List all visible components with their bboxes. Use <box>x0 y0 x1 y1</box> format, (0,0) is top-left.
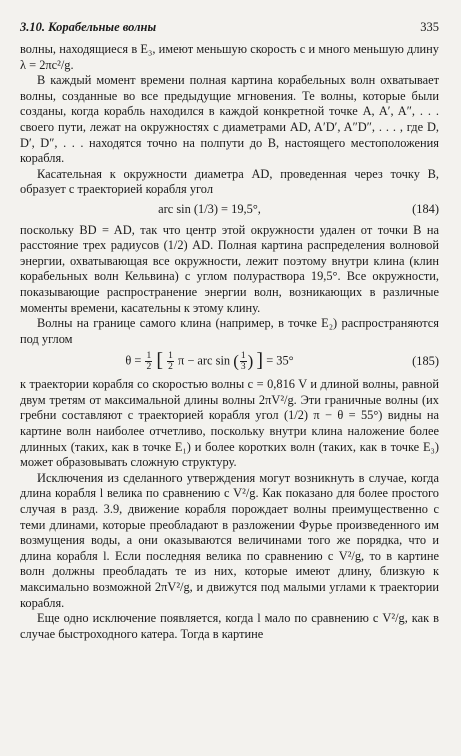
eq185-half-fraction <box>145 351 152 372</box>
equation-185 <box>20 351 439 372</box>
paragraph-boundary-waves: к траектории корабля со скоростью волны c = 0,816 V и длиной волны, равной двум третям от максимальной длины волны 2πV²/g. Эти граничные волны (их гребни составляют с траекторией корабля угол (1/2) π − θ = 55°) видны на картине волн наиболее отчетливо, поскольку внутри клина наложение более длинных (таких, как в точке E₁) и более коротких волн (таких, как в точке E₃) может образовывать сложную структуру. <box>20 377 439 470</box>
equation-184-number: (184) <box>412 201 439 216</box>
eq185-third-fraction <box>240 351 247 372</box>
eq185-left-paren: ( <box>233 351 239 371</box>
paragraph-kelvin-wedge: поскольку BD = AD, так что центр этой окружности удален от точки B на расстояние трех радиусов (1/2) AD. Полная картина распределения волновой энергии, охватывающая все окружности, лежит поэтому внутри клина (клин корабельных волн Кельвина) с углом полураствора 19,5°. Все окружности, показывающие распространение энергии волн, возникающих в различные моменты времени, касательны к этому клину. <box>20 222 439 315</box>
eq185-third-den: 3 <box>240 362 246 373</box>
eq185-left-bracket: [ <box>156 349 164 372</box>
eq185-half-num: 1 <box>146 351 152 362</box>
equation-184 <box>20 202 439 218</box>
eq185-rhs: = 35° <box>266 353 294 368</box>
section-title: 3.10. Корабельные волны <box>20 20 157 34</box>
paragraph-wedge-boundary: Волны на границе самого клина (например, в точке E₂) распространяются под углом <box>20 316 439 346</box>
eq185-half-den: 2 <box>146 362 152 373</box>
eq185-inner-half-den: 2 <box>168 362 173 373</box>
paragraph-continuation: волны, находящиеся в E₃, имеют меньшую скорость c и много меньшую длину λ = 2πc²/g. <box>20 42 439 72</box>
eq185-inner-half-num: 1 <box>168 351 173 362</box>
paragraph-exceptions: Исключения из сделанного утверждения могут возникнуть в случае, когда длина корабля l велика по сравнению с V²/g. Как показано для более простого случая в разд. 3.9, движение корабля порождает волны преимущественно с теми длинами, которые преобладают в разложении Фурье произведенного им возмущения воды, а они оказываются величинами того же порядка, что и длина корабля l. Если последняя велика по сравнению с V²/g, то в картине волн должны преобладать те из них, которые имеют длину, близкую к максимально возможной 2πV²/g, и движутся под малыми углами к траектории корабля. <box>20 470 439 610</box>
eq185-inner-half <box>167 351 174 372</box>
eq185-lhs: θ = <box>125 353 142 368</box>
running-header <box>20 20 439 35</box>
eq185-right-bracket: ] <box>256 349 264 372</box>
equation-185-expression <box>20 351 399 372</box>
paragraph-tangent: Касательная к окружности диаметра AD, проведенная через точку B, образует с траекторией корабля угол <box>20 166 439 197</box>
paragraph-fast-boat: Еще одно исключение появляется, когда l мало по сравнению с V²/g, как в случае быстроходного катера. Тогда в картине <box>20 611 439 641</box>
equation-184-expression: arc sin (1/3) = 19,5°, <box>158 201 261 216</box>
eq185-right-paren: ) <box>247 351 254 371</box>
paragraph-wave-picture: В каждый момент времени полная картина корабельных волн охватывает волны, созданные во все предыдущие мгновения. Те волны, которые были созданы, когда корабль находился в каждой конкретной точке A, A′, A″, . . . своего пути, лежат на окружностях с диаметрами AD, A′D′, A″D″, . . . , где D, D′, D″, . . . находятся точно на полпути до B, настоящего местоположения корабля. <box>20 73 439 166</box>
eq185-third-num: 1 <box>240 351 246 362</box>
page-number: 335 <box>420 20 439 34</box>
body-text <box>20 42 439 642</box>
equation-185-number: (185) <box>412 353 439 368</box>
eq185-pi-arcsin: π − arc sin <box>177 353 231 368</box>
